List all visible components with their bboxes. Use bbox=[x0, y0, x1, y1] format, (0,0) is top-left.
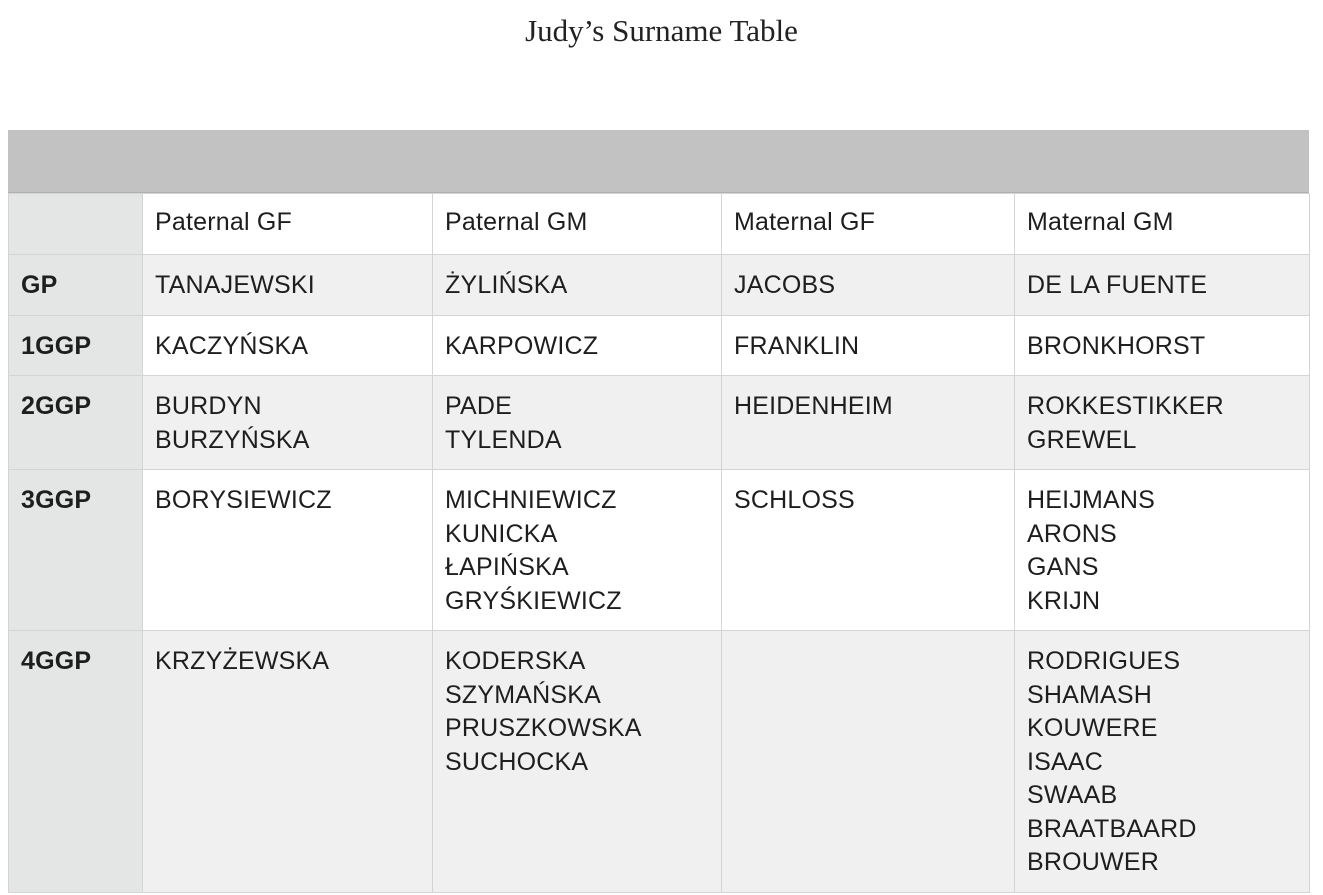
surname: ROKKESTIKKER bbox=[1027, 392, 1224, 420]
column-header-paternal-gm: Paternal GM bbox=[433, 194, 722, 255]
generation-label: 3GGP bbox=[9, 470, 143, 631]
generation-label: 4GGP bbox=[9, 631, 143, 893]
surname: SHAMASH bbox=[1027, 680, 1153, 709]
surname: DE LA FUENTE bbox=[1027, 271, 1208, 299]
surname: PRUSZKOWSKA bbox=[445, 714, 642, 742]
surname-cell-maternal-gf bbox=[722, 376, 1015, 470]
surname-cell-paternal-gm bbox=[433, 376, 722, 470]
table-row bbox=[9, 470, 1310, 631]
surname: SWAAB bbox=[1027, 781, 1118, 809]
surname: HEIDENHEIM bbox=[734, 392, 893, 420]
surname: KOUWERE bbox=[1027, 714, 1158, 742]
surname: GRYŚKIEWICZ bbox=[445, 586, 622, 615]
surname-table bbox=[8, 193, 1310, 893]
surname: SUCHOCKA bbox=[445, 747, 589, 776]
column-header-row bbox=[9, 194, 1310, 255]
surname: HEIJMANS bbox=[1027, 486, 1156, 514]
column-header-maternal-gf: Maternal GF bbox=[722, 194, 1015, 255]
surname: BRONKHORST bbox=[1027, 331, 1206, 360]
table-body bbox=[9, 194, 1310, 893]
generation-label: 1GGP bbox=[9, 315, 143, 376]
surname-cell-paternal-gf bbox=[143, 631, 433, 893]
surname-cell-paternal-gm bbox=[433, 255, 722, 316]
surname: BURZYŃSKA bbox=[155, 425, 310, 454]
surname: SCHLOSS bbox=[734, 486, 855, 514]
surname-cell-maternal-gm bbox=[1015, 315, 1310, 376]
surname: BORYSIEWICZ bbox=[155, 486, 332, 514]
surname: KUNICKA bbox=[445, 519, 558, 548]
surname-cell-paternal-gf bbox=[143, 315, 433, 376]
surname: JACOBS bbox=[734, 271, 836, 299]
surname-cell-paternal-gm bbox=[433, 631, 722, 893]
table-row bbox=[9, 315, 1310, 376]
surname-cell-maternal-gm bbox=[1015, 376, 1310, 470]
surname: BRAATBAARD bbox=[1027, 814, 1197, 843]
surname: SZYMAŃSKA bbox=[445, 680, 601, 709]
surname: KRZYŻEWSKA bbox=[155, 647, 330, 675]
surname: FRANKLIN bbox=[734, 331, 860, 360]
surname: GREWEL bbox=[1027, 425, 1137, 454]
surname-cell-maternal-gm bbox=[1015, 631, 1310, 893]
corner-cell bbox=[9, 194, 143, 255]
surname: TYLENDA bbox=[445, 425, 562, 454]
table-row bbox=[9, 255, 1310, 316]
surname-cell-paternal-gf bbox=[143, 255, 433, 316]
surname: ISAAC bbox=[1027, 747, 1104, 776]
surname-cell-maternal-gm bbox=[1015, 470, 1310, 631]
surname-cell-maternal-gf bbox=[722, 315, 1015, 376]
surname-cell-paternal-gf bbox=[143, 470, 433, 631]
surname-cell-maternal-gm bbox=[1015, 255, 1310, 316]
surname: TANAJEWSKI bbox=[155, 271, 315, 299]
table-header-band bbox=[8, 130, 1309, 193]
surname: GANS bbox=[1027, 553, 1099, 581]
surname: KRIJN bbox=[1027, 586, 1101, 615]
generation-label: 2GGP bbox=[9, 376, 143, 470]
surname-cell-maternal-gf bbox=[722, 631, 1015, 893]
surname: MICHNIEWICZ bbox=[445, 486, 617, 514]
surname: RODRIGUES bbox=[1027, 647, 1181, 675]
generation-label: GP bbox=[9, 255, 143, 316]
surname: ŁAPIŃSKA bbox=[445, 553, 569, 581]
surname-cell-paternal-gm bbox=[433, 470, 722, 631]
table-row bbox=[9, 376, 1310, 470]
surname: ARONS bbox=[1027, 519, 1117, 548]
column-header-maternal-gm: Maternal GM bbox=[1015, 194, 1310, 255]
column-header-paternal-gf: Paternal GF bbox=[143, 194, 433, 255]
surname-cell-maternal-gf bbox=[722, 470, 1015, 631]
surname-cell-paternal-gm bbox=[433, 315, 722, 376]
surname-cell-paternal-gf bbox=[143, 376, 433, 470]
surname: ŻYLIŃSKA bbox=[445, 271, 568, 299]
surname: BURDYN bbox=[155, 392, 262, 420]
surname: PADE bbox=[445, 392, 513, 420]
surname-cell-maternal-gf bbox=[722, 255, 1015, 316]
page-title: Judy’s Surname Table bbox=[525, 13, 798, 48]
surname-table-container bbox=[8, 130, 1309, 893]
surname: BROUWER bbox=[1027, 848, 1159, 876]
surname: KODERSKA bbox=[445, 647, 586, 675]
surname: KARPOWICZ bbox=[445, 331, 599, 360]
surname: KACZYŃSKA bbox=[155, 331, 309, 360]
table-row bbox=[9, 631, 1310, 893]
